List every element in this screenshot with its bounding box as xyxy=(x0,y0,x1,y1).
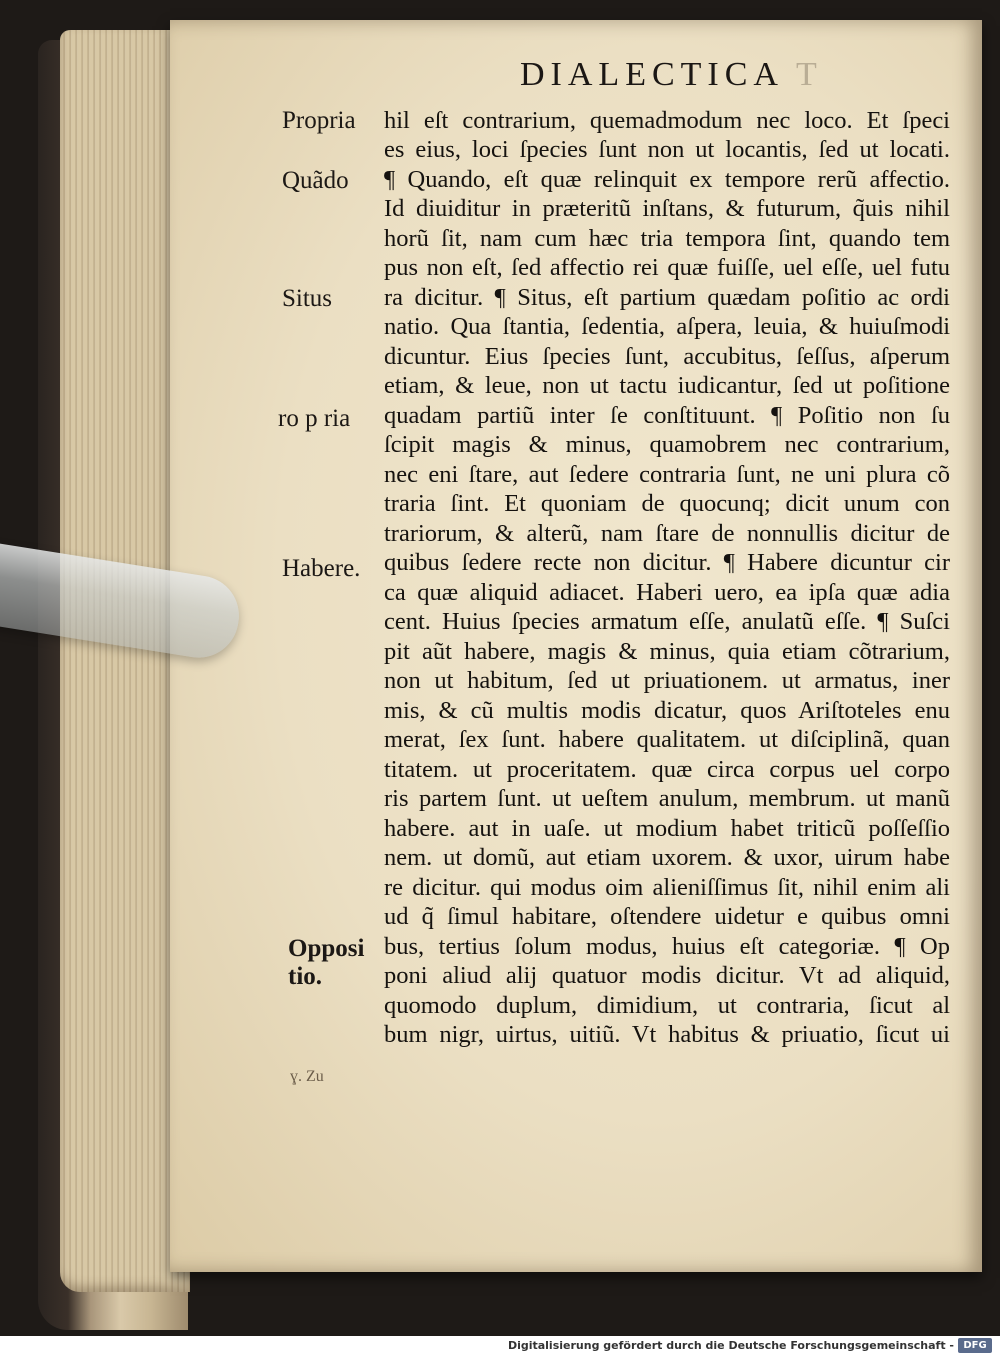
text-line: hil eſt contrarium, quemadmodum nec loco. Et ſpeci xyxy=(384,107,950,134)
text-line: bus, tertius ſolum modus, huius eſt categoriæ. ¶ Op xyxy=(384,933,950,960)
text-line: cent. Huius ſpecies armatum eſſe, anulatũ eſſe. ¶ Suſci xyxy=(384,608,950,635)
margin-note-propria-faded: ro p ria xyxy=(278,405,351,432)
text-line: es eius, loci ſpecies ſunt non ut locantis, ſed ut locati. xyxy=(384,136,950,163)
text-line: ¶ Quando, eſt quæ relinquit ex tempore rerũ affectio. xyxy=(384,166,950,193)
text-line: trariorum, & alterũ, nam ſtare de nonnullis dicitur de xyxy=(384,520,950,547)
text-line: nec eni ſtare, aut ſedere contraria ſunt, ne uni plura cõ xyxy=(384,461,950,488)
text-line: nem. ut domũ, aut etiam uxorem. & uxor, uirum habe xyxy=(384,844,950,871)
text-line: ris partem ſunt. ut ueſtem anulum, membrum. ut manũ xyxy=(384,785,950,812)
handwritten-scribble: ɣ. Zu xyxy=(290,1068,324,1085)
text-line: traria ſint. Et quoniam de quocunq; dicit unum con xyxy=(384,490,950,517)
text-line: non ut habitum, ſed ut priuationem. ut armatus, iner xyxy=(384,667,950,694)
margin-note-situs: Situs xyxy=(282,285,333,312)
text-line: pit aũt habere, magis & minus, quia etiam cõtrarium, xyxy=(384,638,950,665)
dfg-logo-icon: DFG xyxy=(958,1338,992,1353)
text-line: natio. Qua ſtantia, ſedentia, aſpera, leuia, & huiuſmodi xyxy=(384,313,950,340)
text-line: ud q̃ ſimul habitare, oſtendere uidetur e quibus omni xyxy=(384,903,950,930)
text-line: ca quæ aliquid adiacet. Haberi uero, ea ipſa quæ adia xyxy=(384,579,950,606)
running-head-faint-letter: T xyxy=(795,56,823,93)
margin-note-quando: Quãdo xyxy=(282,167,349,194)
footer-bar xyxy=(0,1336,1000,1356)
text-line: poni aliud alij quatuor modis dicitur. Vt ad aliquid, xyxy=(384,962,950,989)
text-line: re dicitur. qui modus oim alieniſſimus ſit, nihil enim ali xyxy=(384,874,950,901)
text-line: dicuntur. Eius ſpecies ſunt, accubitus, ſeſſus, aſperum xyxy=(384,343,950,370)
text-line: quomodo duplum, dimidium, ut contraria, ſicut al xyxy=(384,992,950,1019)
text-line: habere. aut in uaſe. ut modium habet triticũ poſſeſſio xyxy=(384,815,950,842)
text-line: etiam, & leue, non ut tactu iudicantur, ſed ut poſitione xyxy=(384,372,950,399)
text-line: quadam partiũ inter ſe conſtituunt. ¶ Poſitio non ſu xyxy=(384,402,950,429)
margin-note-habere: Habere. xyxy=(282,555,361,582)
text-line: horũ ſit, nam cum hæc tria tempora ſint, quando tem xyxy=(384,225,950,252)
funding-notice: Digitalisierung gefördert durch die Deutsche Forschungsgemeinschaft - xyxy=(507,1339,954,1352)
text-line: ſcipit magis & minus, quamobrem nec contrarium, xyxy=(384,431,950,458)
text-line: bum nigr, uirtus, uitiũ. Vt habitus & priuatio, ſicut ui xyxy=(384,1021,950,1048)
text-line: ra dicitur. ¶ Situs, eſt partium quædam poſitio ac ordi xyxy=(384,284,950,311)
text-line: pus non eſt, ſed affectio rei quæ fuiſſe, uel eſſe, uel futu xyxy=(384,254,950,281)
margin-note-propria: Propria xyxy=(282,107,356,134)
text-line: titatem. ut proceritatem. quæ circa corpus uel corpo xyxy=(384,756,950,783)
text-line: quibus ſedere recte non dicitur. ¶ Habere dicuntur cir xyxy=(384,549,950,576)
text-line: Id diuiditur in præteritũ inſtans, & futurum, q̃uis nihil xyxy=(384,195,950,222)
text-line: merat, ſex ſunt. habere qualitatem. ut diſciplinã, quan xyxy=(384,726,950,753)
running-head-title: DIALECTICA xyxy=(520,56,783,93)
margin-note-oppositio-1: Opposi xyxy=(288,935,365,962)
margin-note-oppositio-2: tio. xyxy=(288,963,323,990)
text-line: mis, & cũ multis modis dicatur, quos Ariſtoteles enu xyxy=(384,697,950,724)
